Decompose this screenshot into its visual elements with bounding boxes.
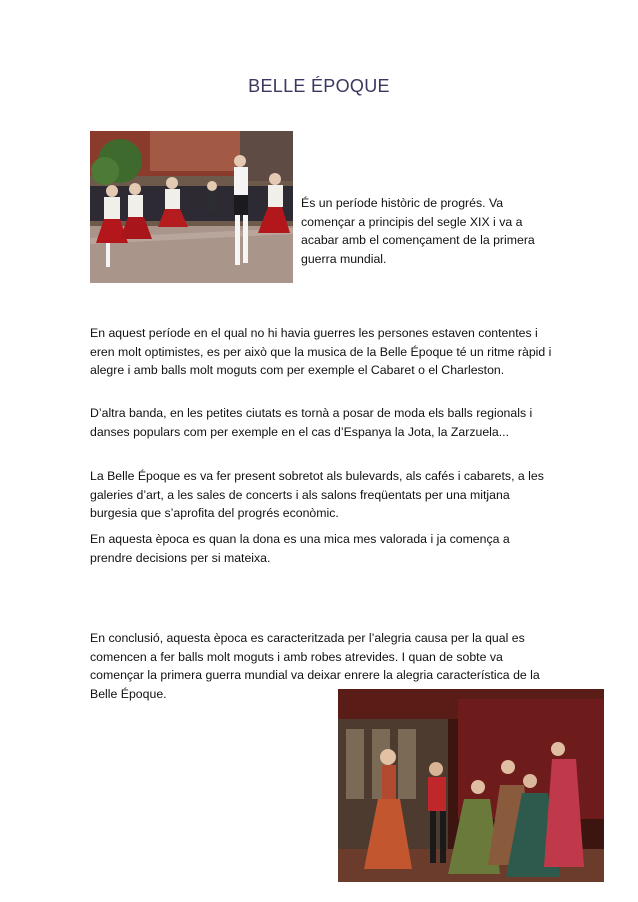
folk-dance-photo bbox=[90, 131, 293, 283]
page-title: BELLE ÉPOQUE bbox=[248, 76, 390, 96]
body-paragraph-2: D’altra banda, en les petites ciutats es tornà a posar de moda els balls regionals i danses populars com per exemple en el cas d’Espanya la Jota, la Zarzuela... bbox=[90, 406, 533, 439]
intro-paragraph: És un període històric de progrés. Va començar a principis del segle XIX i va a acabar amb el començament de la primera guerra mundial. bbox=[301, 196, 535, 266]
body-paragraph-4: En aquesta època es quan la dona es una mica mes valorada i ja comença a prendre decisions per si mateixa. bbox=[90, 532, 510, 565]
conclusion-paragraph: En conclusió, aquesta època es caracteritzada per l’alegria causa per la qual es comencen a fer balls molt moguts i amb robes atrevides. I quan de sobte va començar la primera guerra mundial va deixar enrere la alegria característica de la Belle Époque. bbox=[90, 631, 540, 701]
stage-dance-photo bbox=[338, 689, 604, 882]
body-paragraph-3: La Belle Époque es va fer present sobretot als bulevards, als cafés i cabarets, a les galeries d’art, a les sales de concerts i als salons freqüentats per una mitjana burgesia que s’aprofita del progrés econòmic. bbox=[90, 469, 544, 521]
body-paragraph-1: En aquest període en el qual no hi havia guerres les persones estaven contentes i eren molt optimistes, es per això que la musica de la Belle Époque té un ritme ràpid i alegre i amb balls molt moguts com per exemple el Cabaret o el Charleston. bbox=[90, 326, 552, 378]
